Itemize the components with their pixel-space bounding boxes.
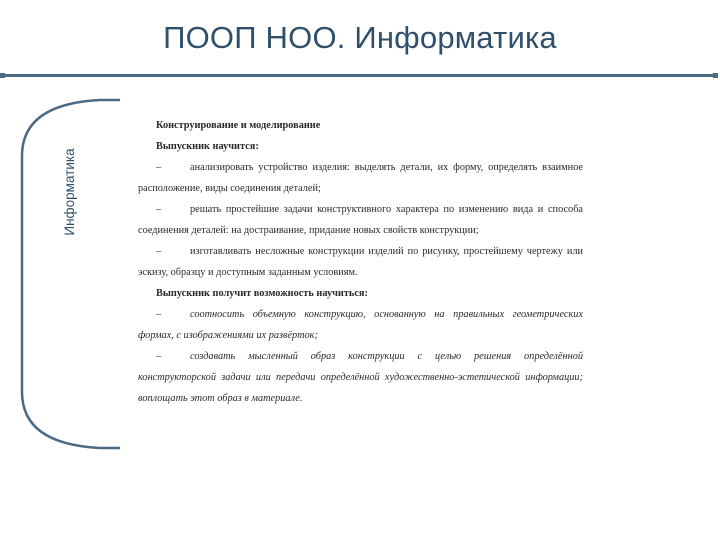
opportunity-item <box>138 346 583 409</box>
opportunity-item <box>138 304 583 346</box>
title-divider-cap-left <box>0 73 5 78</box>
list-dash: – <box>156 309 162 320</box>
list-dash: – <box>156 246 162 257</box>
learns-item <box>138 157 583 199</box>
side-label: Информатика <box>62 148 77 236</box>
learns-item-text: изготавливать несложные конструкции изделий по рисунку, простейшему чертежу или эскизу, образцу и доступным заданным условиям. <box>138 246 583 278</box>
learns-item <box>138 241 583 283</box>
title-divider-line <box>2 74 714 77</box>
opportunity-item-text: создавать мысленный образ конструкции с целью решения определённой конструкторской задачи или передачи определённой художественно-эстетической информации; воплощать этот образ в материале. <box>138 351 583 404</box>
list-dash: – <box>156 351 162 362</box>
learns-item-text: решать простейшие задачи конструктивного характера по изменению вида и способа соединения деталей: на достраивание, придание новых свойств конструкции; <box>138 204 583 236</box>
learns-heading: Выпускник научится: <box>156 141 259 152</box>
list-dash: – <box>156 204 162 215</box>
opportunity-heading: Выпускник получит возможность научиться: <box>156 288 368 299</box>
learns-item-text: анализировать устройство изделия: выделять детали, их форму, определять взаимное расположение, виды соединения деталей; <box>138 162 583 194</box>
title-divider-cap-right <box>713 73 718 78</box>
list-dash: – <box>156 162 162 173</box>
slide-title: ПООП НОО. Информатика <box>163 20 557 55</box>
title-divider <box>0 72 720 80</box>
section-heading: Конструирование и моделирование <box>156 120 321 131</box>
opportunity-item-text: соотносить объемную конструкцию, основанную на правильных геометрических формах, с изображениями их развёрток; <box>138 309 583 341</box>
document-excerpt <box>138 115 583 409</box>
learns-item <box>138 199 583 241</box>
